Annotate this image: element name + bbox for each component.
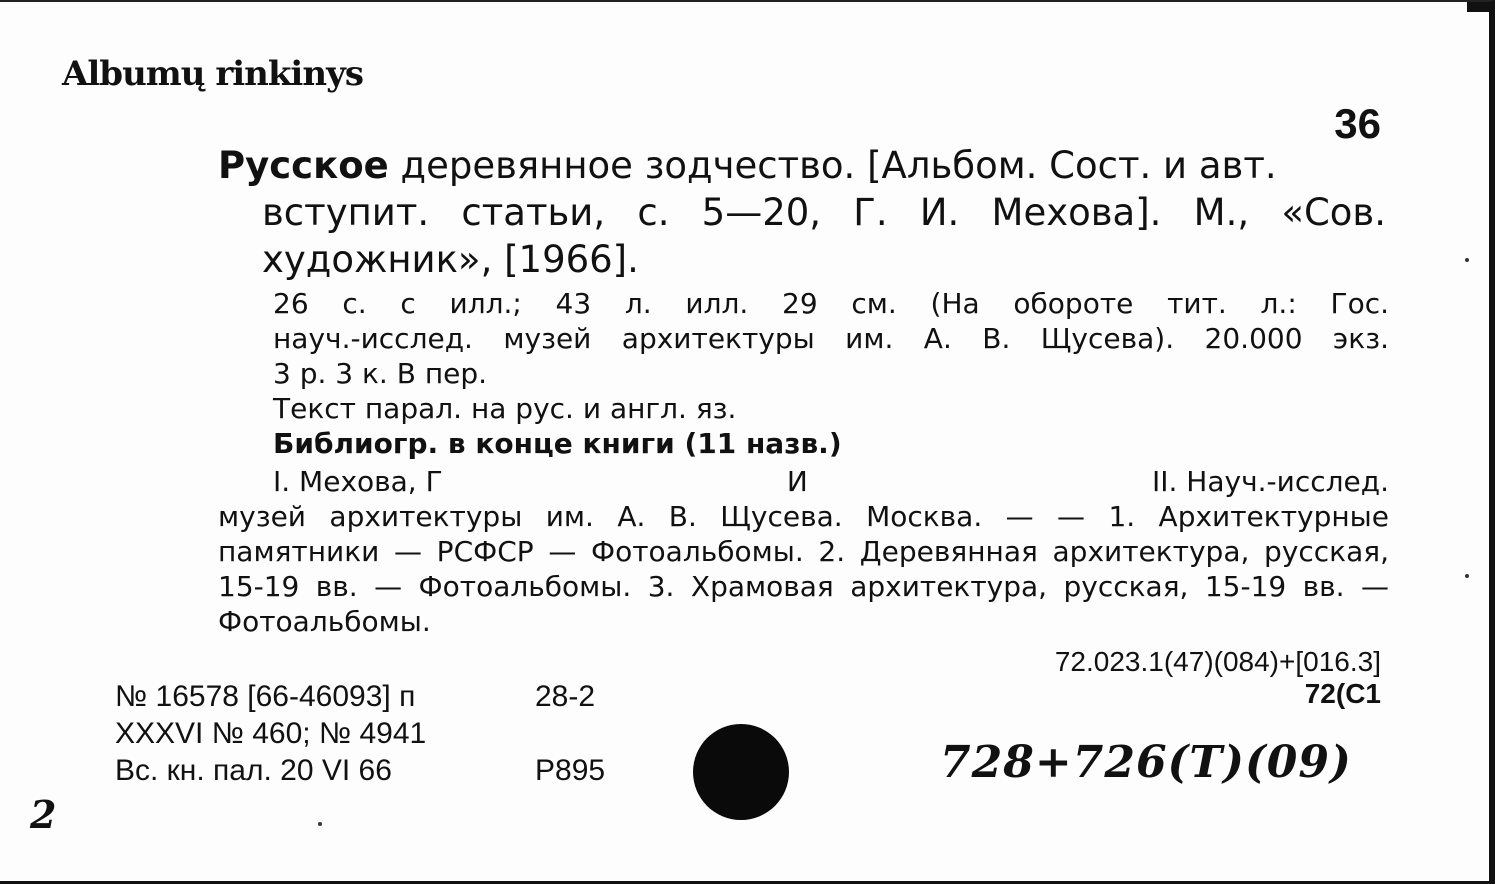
title-lead-word: Русское bbox=[218, 144, 389, 187]
description-line-2: науч.-исслед. музей архитектуры им. А. В. Щусева). 20.000 экз. bbox=[273, 322, 1389, 355]
udc-classification: 72.023.1(47)(084)+[016.3] bbox=[1054, 646, 1381, 677]
punch-hole bbox=[693, 724, 789, 820]
registration-series: XXXVI № 460; № 4941 bbox=[115, 717, 427, 750]
title-line-1: деревянное зодчество. [Альбом. Сост. и авт. bbox=[388, 144, 1277, 187]
description-line-4: Текст парал. на рус. и англ. яз. bbox=[273, 392, 737, 425]
subject-headings: музей архитектуры им. А. В. Щусева. Москва. — — 1. Архитектурные памятники — РСФСР — Фотоальбомы. 2. Деревянная архитектура, русская, 15-19 вв. — Фотоальбомы. 3. Храмовая архитектура, русская, 15-19 вв. — Фотоальбомы. bbox=[218, 500, 1389, 638]
handwritten-corner-mark: 2 bbox=[30, 792, 57, 837]
title-continuation: вступит. статьи, с. 5—20, Г. И. Мехова]. М., «Сов. художник», [1966]. bbox=[262, 191, 1386, 281]
description-line-1: 26 с. с илл.; 43 л. илл. 29 см. (На обороте тит. л.: Гос. bbox=[273, 287, 1389, 320]
registration-code: 28-2 bbox=[535, 680, 596, 713]
speck bbox=[1465, 258, 1469, 262]
description-line-5: Библиогр. в конце книги (11 назв.) bbox=[273, 427, 842, 460]
handwritten-classification: 728+726(T)(09) bbox=[940, 737, 1352, 788]
udc-classification-2: 72(С1 bbox=[1304, 678, 1381, 709]
tracing-i-middle: И bbox=[786, 465, 808, 498]
card-number: 36 bbox=[1334, 100, 1381, 147]
card-header: Albumų rinkinys bbox=[62, 54, 363, 94]
tracing-i: I. Мехова, Г bbox=[273, 465, 443, 498]
tracing-ii: II. Науч.-исслед. bbox=[1151, 465, 1389, 498]
description-block bbox=[273, 286, 1389, 461]
speck bbox=[1465, 574, 1469, 578]
registration-number: № 16578 [66-46093] п bbox=[115, 680, 416, 713]
title-block bbox=[218, 142, 1386, 283]
description-line-3: 3 р. 3 к. В пер. bbox=[273, 357, 488, 390]
tracings-line bbox=[273, 464, 1389, 499]
corner-notch bbox=[1467, 2, 1489, 12]
speck bbox=[318, 822, 322, 826]
registration-ref: Р895 bbox=[535, 754, 606, 787]
registration-date: Вс. кн. пал. 20 VI 66 bbox=[115, 754, 392, 787]
registration-block bbox=[115, 678, 605, 789]
